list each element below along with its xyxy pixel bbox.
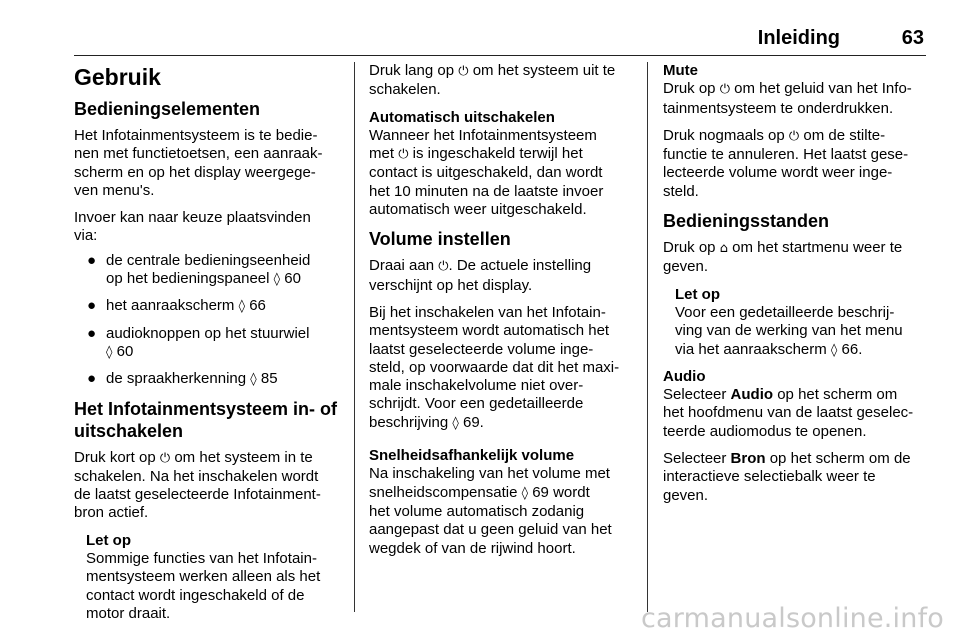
reference-arrow-icon: ◊ — [273, 272, 281, 288]
home-icon: ⌂ — [719, 241, 728, 257]
power-icon: ⏻ — [438, 259, 449, 275]
column-divider — [354, 62, 355, 612]
paragraph: Selecteer Bron op het scherm om de interactieve selectiebalk weer te geven. — [663, 450, 911, 504]
ui-term-audio: Audio — [730, 386, 774, 404]
paragraph: Bij het inschakelen van het Infotain- mentsysteem wordt automatisch het laatst geselecteerde volume inge- steld, op voorwaarde dat dit het maxi- male inschakelvolume niet over- schrijdt. Voor een gedetailleerde beschrijving ◊ 69. — [369, 303, 620, 431]
paragraph: Mute Druk op ⏻ om het geluid van het Info- tainmentsysteem te onderdrukken. — [663, 62, 933, 118]
paragraph: Audio Selecteer Audio op het scherm om het hoofdmenu van de laatst geselec- teerde audiomodus te openen. — [663, 368, 933, 441]
reference-arrow-icon: ◊ — [521, 485, 529, 501]
page-reference[interactable]: 60 — [284, 270, 301, 288]
subheading-mute: Mute — [663, 62, 698, 79]
page-reference[interactable]: 85 — [260, 370, 278, 388]
note-box: Let op Sommige functies van het Infotain- mentsysteem werken alleen als het contact wordt ingeschakeld of de motor draait. — [74, 532, 346, 623]
paragraph: Druk lang op ⏻ om het systeem uit te schakelen. — [369, 62, 616, 99]
note-label: Let op — [86, 531, 131, 549]
reference-arrow-icon: ◊ — [238, 299, 246, 315]
bullet-icon: ● — [87, 297, 97, 315]
paragraph: Druk op ⌂ om het startmenu weer te geven. — [663, 239, 903, 276]
paragraph: Automatisch uitschakelen Wanneer het Infotainmentsysteem met ⏻ is ingeschakeld terwijl het contact is uitgeschakeld, dan wordt het 10 minuten na de laatste invoer automatisch weer uitgeschakeld. — [369, 109, 641, 220]
page-reference[interactable]: 69 wordt — [532, 483, 590, 501]
watermark: carmanualsonline.info — [641, 603, 944, 634]
reference-arrow-icon: ◊ — [250, 372, 257, 388]
input-method-list — [74, 252, 346, 390]
reference-arrow-icon: ◊ — [106, 344, 113, 360]
subheading-bedieningsstanden: Bedieningsstanden — [663, 211, 830, 232]
power-icon: ⏻ — [719, 82, 730, 98]
list-item: ● de spraakherkenning ◊ 85 — [87, 370, 278, 388]
paragraph: Snelheidsafhankelijk volume Na inschakeling van het volume met snelheidscompensatie ◊ 69 wordt het volume automatisch zodanig aangepast dat u geen geluid van het wegdek of van de rijwind hoort. — [369, 447, 641, 558]
column-1 — [74, 62, 346, 631]
power-icon: ⏻ — [788, 128, 800, 144]
paragraph: Druk nogmaals op ⏻ om de stilte- functie te annuleren. Het laatst gese- lecteerde volume wordt weer inge- steld. — [663, 126, 909, 200]
note-label: Let op — [675, 285, 720, 303]
ui-term-bron: Bron — [730, 450, 766, 468]
page-reference[interactable]: 66 — [249, 297, 266, 315]
power-icon: ⏻ — [458, 64, 469, 79]
column-2 — [369, 62, 641, 567]
column-divider — [647, 62, 648, 612]
bullet-icon: ● — [87, 324, 97, 342]
list-item: ● het aanraakscherm ◊ 66 — [87, 297, 266, 315]
page-reference[interactable]: 69. — [463, 413, 484, 431]
subheading-bedieningselementen: Bedieningselementen — [74, 99, 261, 119]
paragraph: Druk kort op ⏻ om het systeem in te schakelen. Na het inschakelen wordt de laatst geselecteerde Infotainment- bron actief. — [74, 448, 321, 522]
subheading-in-uitschakelen: Het Infotainmentsysteem in- of uitschakelen — [74, 398, 338, 441]
page-number: 63 — [901, 27, 924, 49]
subheading-snelheidsafhankelijk-volume: Snelheidsafhankelijk volume — [369, 447, 575, 465]
page-header — [0, 27, 960, 51]
header-divider — [74, 55, 926, 56]
reference-arrow-icon: ◊ — [452, 415, 459, 431]
page-reference[interactable]: 60 — [116, 342, 134, 360]
subheading-volume-instellen: Volume instellen — [369, 229, 511, 250]
list-item: ● de centrale bedieningseenheid op het bedieningspaneel ◊ 60 — [87, 251, 311, 288]
paragraph: Invoer kan naar keuze plaatsvinden via: — [74, 209, 311, 245]
column-3 — [663, 62, 933, 514]
power-icon: ⏻ — [398, 147, 409, 163]
bullet-icon: ● — [87, 370, 97, 388]
reference-arrow-icon: ◊ — [830, 342, 838, 358]
paragraph: Het Infotainmentsysteem is te bedie- nen met functietoetsen, een aanraak- scherm en op het display weergege- ven menu's. — [74, 127, 323, 199]
section-heading-gebruik: Gebruik — [74, 64, 161, 90]
list-item: ● audioknoppen op het stuurwiel ◊ 60 — [87, 324, 310, 360]
subheading-automatisch-uitschakelen: Automatisch uitschakelen — [369, 108, 555, 126]
note-box: Let op Voor een gedetailleerde beschrij- ving van de werking van het menu via het aanraakscherm ◊ 66. — [663, 286, 933, 360]
page-reference[interactable]: 66. — [841, 340, 863, 358]
chapter-title: Inleiding — [757, 27, 840, 49]
subheading-audio: Audio — [663, 367, 706, 385]
bullet-icon: ● — [87, 251, 97, 269]
paragraph: Draai aan ⏻. De actuele instelling verschijnt op het display. — [369, 257, 592, 294]
power-icon: ⏻ — [159, 450, 171, 466]
